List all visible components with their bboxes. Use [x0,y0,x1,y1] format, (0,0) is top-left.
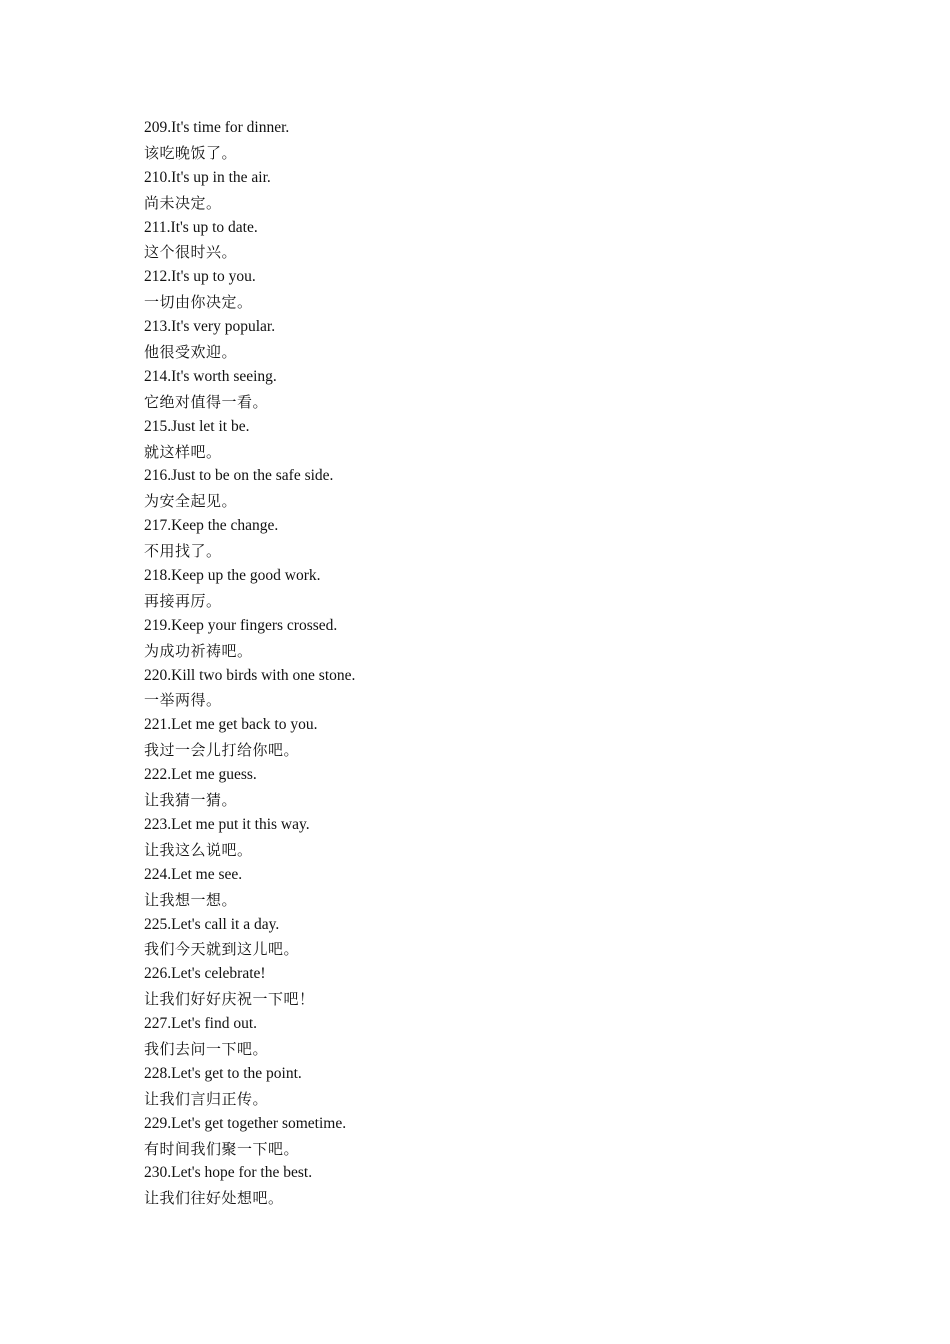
english-phrase: 224.Let me see. [144,865,243,883]
chinese-translation: 让我们言归正传。 [144,1089,269,1108]
english-phrase: 213.It's very popular. [144,318,276,336]
english-phrase: 222.Let me guess. [144,766,257,784]
phrase-entry [144,664,844,714]
english-phrase: 212.It's up to you. [144,268,256,286]
chinese-translation: 让我想一想。 [144,890,238,909]
phrase-entry [144,1112,844,1162]
chinese-translation: 让我这么说吧。 [144,840,253,859]
chinese-translation: 让我猜一猜。 [144,791,238,810]
chinese-translation: 我们去问一下吧。 [144,1039,269,1058]
chinese-translation: 尚未决定。 [144,193,222,212]
phrase-entry [144,763,844,813]
phrase-entry [144,813,844,863]
chinese-translation: 就这样吧。 [144,442,222,461]
phrase-entry [144,614,844,664]
chinese-translation: 再接再厉。 [144,591,222,610]
english-phrase: 218.Keep up the good work. [144,567,321,585]
english-phrase: 227.Let's find out. [144,1015,258,1033]
chinese-translation: 让我们往好处想吧。 [144,1189,284,1208]
phrase-entry [144,216,844,266]
chinese-translation: 为安全起见。 [144,492,238,511]
english-phrase: 220.Kill two birds with one stone. [144,666,356,684]
chinese-translation: 它绝对值得一看。 [144,392,269,411]
english-phrase: 217.Keep the change. [144,517,279,535]
phrase-entry [144,315,844,365]
phrase-entry [144,166,844,216]
phrase-entry [144,713,844,763]
english-phrase: 210.It's up in the air. [144,168,271,186]
chinese-translation: 有时间我们聚一下吧。 [144,1139,300,1158]
phrase-entry [144,464,844,514]
english-phrase: 226.Let's celebrate! [144,965,266,983]
phrase-entry [144,1012,844,1062]
english-phrase: 209.It's time for dinner. [144,119,290,136]
english-phrase: 225.Let's call it a day. [144,915,280,933]
phrase-entry [144,116,844,166]
chinese-translation: 他很受欢迎。 [144,343,238,362]
english-phrase: 229.Let's get together sometime. [144,1114,347,1132]
chinese-translation: 这个很时兴。 [144,243,238,262]
chinese-translation: 为成功祈祷吧。 [144,641,253,660]
phrase-entry [144,913,844,963]
phrase-entry [144,962,844,1012]
english-phrase: 221.Let me get back to you. [144,716,318,734]
chinese-translation: 该吃晚饭了。 [144,143,238,162]
english-phrase: 219.Keep your fingers crossed. [144,616,338,634]
phrase-entry [144,365,844,415]
english-phrase: 211.It's up to date. [144,218,258,236]
english-phrase: 223.Let me put it this way. [144,815,310,833]
phrase-entry [144,265,844,315]
english-phrase: 216.Just to be on the safe side. [144,467,334,485]
chinese-translation: 不用找了。 [144,542,222,561]
chinese-translation: 我过一会儿打给你吧。 [144,741,300,760]
phrase-entry [144,1062,844,1112]
english-phrase: 228.Let's get to the point. [144,1064,302,1082]
chinese-translation: 一举两得。 [144,691,222,710]
chinese-translation: 我们今天就到这儿吧。 [144,940,300,959]
phrase-list [144,116,844,1211]
english-phrase: 215.Just let it be. [144,417,250,435]
chinese-translation: 一切由你决定。 [144,293,253,312]
phrase-entry [144,514,844,564]
chinese-translation: 让我们好好庆祝一下吧！ [144,990,315,1009]
phrase-entry [144,564,844,614]
english-phrase: 214.It's worth seeing. [144,367,277,385]
phrase-entry [144,1161,844,1211]
phrase-entry [144,863,844,913]
english-phrase: 230.Let's hope for the best. [144,1164,313,1182]
phrase-entry [144,415,844,465]
